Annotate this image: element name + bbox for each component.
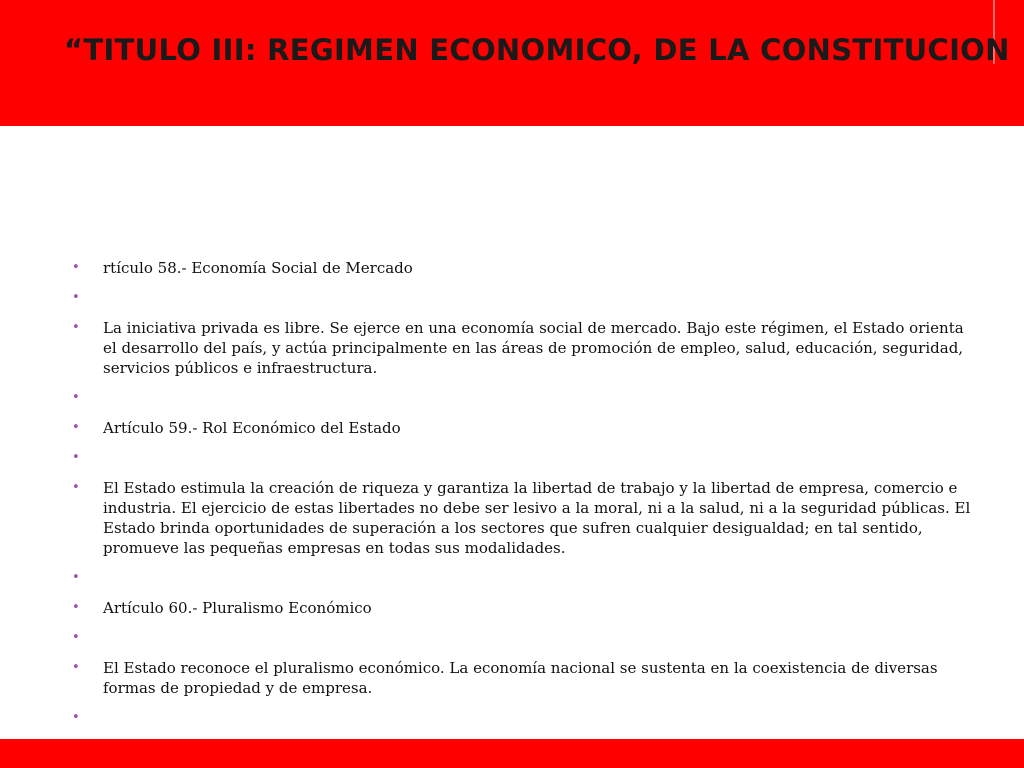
list-item [72,628,972,648]
bullet-icon: • [72,480,80,495]
bullet-icon: • [72,600,80,615]
list-item-text: rtículo 58.- Economía Social de Mercado [103,259,413,277]
bullet-icon: • [72,390,80,405]
list-item [72,598,972,618]
footer-bar [0,739,1024,768]
list-item-text: Artículo 59.- Rol Económico del Estado [103,419,401,437]
bullet-icon: • [72,710,80,725]
list-item [72,288,972,308]
list-item [72,708,972,728]
bullet-icon: • [72,260,80,275]
list-item-text: La iniciativa privada es libre. Se ejerce en una economía social de mercado. Bajo este régimen, el Estado orienta el desarrollo del país, y actúa principalmente en las áreas de promoción de empleo, salud, educación, seguridad, servicios públicos e infraestructura. [103,319,964,377]
list-item [72,388,972,408]
bullet-icon: • [72,450,80,465]
list-item [72,448,972,468]
list-item [72,478,972,558]
list-item-text: El Estado reconoce el pluralismo económico. La economía nacional se sustenta en la coexistencia de diversas formas de propiedad y de empresa. [103,659,938,697]
list-item [72,318,972,378]
list-item-text: Artículo 60.- Pluralismo Económico [103,599,372,617]
list-item-text: El Estado estimula la creación de riqueza y garantiza la libertad de trabajo y la libertad de empresa, comercio e industria. El ejercicio de estas libertades no debe ser lesivo a la moral, ni a la salud, ni a la seguridad públicas. El Estado brinda oportunidades de superación a los sectores que sufren cualquier desigualdad; en tal sentido, promueve las pequeñas empresas en todas sus modalidades. [103,479,971,557]
list-item [72,568,972,588]
list-item [72,418,972,438]
list-item [72,658,972,698]
bullet-icon: • [72,290,80,305]
bullet-icon: • [72,570,80,585]
bullet-icon: • [72,420,80,435]
bullet-icon: • [72,630,80,645]
bullet-icon: • [72,320,80,335]
slide-title: “TITULO III: REGIMEN ECONOMICO, DE LA CONSTITUCION [64,33,1010,67]
list-item [72,258,972,278]
bullet-list [72,258,972,738]
bullet-icon: • [72,660,80,675]
